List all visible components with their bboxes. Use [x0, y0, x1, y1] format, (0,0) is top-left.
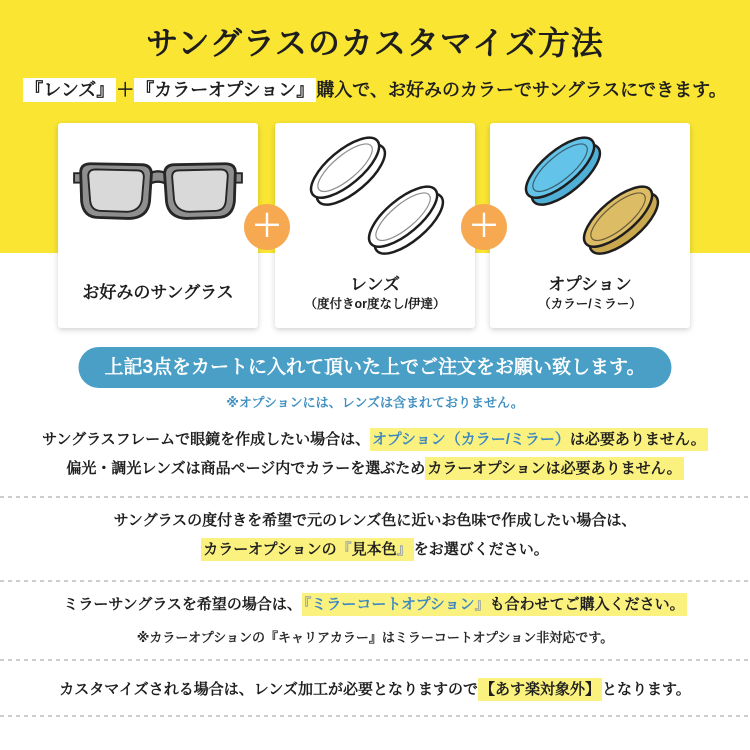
- paragraph-2-line-1: サングラスの度付きを希望で元のレンズ色に近いお色味で作成したい場合は、: [113, 512, 637, 529]
- subtitle-option-term: 『カラーオプション』: [136, 80, 315, 100]
- p3-l1-bracket-close: 』: [474, 596, 490, 613]
- p1-l1-text: サングラスフレームで眼鏡を作成したい場合は、: [42, 431, 371, 448]
- subtitle: [0, 77, 750, 103]
- p1-l2-text: 偏光・調光レンズは商品ページ内でカラーを選ぶため: [66, 460, 426, 477]
- step-card-text: [82, 263, 233, 323]
- paragraph-1-line-2: [0, 457, 750, 481]
- paragraph-2-line-2: [0, 538, 750, 562]
- step-sublabel: （度付きor度なし/伊達）: [304, 297, 446, 311]
- cart-instruction-banner: [78, 347, 671, 388]
- sunglasses-icon: [58, 123, 258, 263]
- sunglasses-illustration: [72, 160, 244, 226]
- step-label: オプション: [548, 275, 632, 294]
- step-card-text: [538, 263, 641, 323]
- step-label: レンズ: [349, 275, 401, 294]
- p2-l2-pre: カラーオプションの: [203, 541, 337, 558]
- subtitle-rest: 購入で、お好みのカラーでサングラスにできます。: [316, 80, 727, 100]
- step-card-text: [305, 263, 446, 323]
- step-label: お好みのサングラス: [82, 283, 234, 302]
- plus-glyph: ＋: [252, 210, 282, 243]
- p2-l2-tail: をお選びください。: [413, 541, 549, 558]
- paragraph-3-line-2: ※カラーオプションの『キャリアカラー』はミラーコートオプション非対応です。: [136, 630, 614, 645]
- plus-icon: [244, 204, 290, 250]
- p1-l1-highlight-black: は必要ありません。: [569, 431, 706, 448]
- clear-lens-pair-icon: [275, 123, 475, 263]
- highlight: [370, 428, 708, 451]
- paragraph-1-line-1: [0, 428, 750, 452]
- p3-l1-highlight-blue: ミラーコートオプション: [311, 596, 475, 613]
- clear-lens-illustration: [275, 126, 475, 261]
- p4-tail: となります。: [601, 681, 691, 698]
- highlight: [478, 678, 602, 701]
- plus-icon: [461, 204, 507, 250]
- p3-l1-bracket-open: 『: [303, 596, 312, 613]
- p4-text: カスタマイズされる場合は、レンズ加工が必要となりますので: [59, 681, 478, 698]
- highlight: [201, 538, 413, 561]
- p4-highlight: 【あす楽対象外】: [479, 681, 600, 698]
- dashed-divider: [0, 496, 750, 498]
- p1-l1-highlight-blue: オプション（カラー/ミラー）: [372, 431, 570, 448]
- highlight: [302, 593, 687, 616]
- color-lens-pair-icon: [490, 123, 690, 263]
- dashed-divider: [0, 715, 750, 717]
- p1-l2-highlight: カラーオプションは必要ありません。: [427, 460, 682, 477]
- step-card-option: [490, 123, 690, 328]
- p3-l1-highlight-black: も合わせてご購入ください。: [489, 596, 685, 613]
- p3-l1-text: ミラーサングラスを希望の場合は、: [63, 596, 302, 613]
- subtitle-plus-sign: ＋: [116, 80, 135, 100]
- p2-l2-emphasis: 見本色: [351, 541, 397, 558]
- subtitle-lens-term: 『レンズ』: [25, 80, 115, 100]
- banner-text: 上記3点をカートに入れて頂いた上でご注文をお願い致します。: [104, 357, 646, 378]
- highlight: [425, 457, 683, 480]
- p2-l2-bracket-close: 』: [396, 541, 412, 558]
- step-card-lens: [275, 123, 475, 328]
- step-card-sunglasses: [58, 123, 258, 328]
- plus-glyph: ＋: [469, 210, 499, 243]
- paragraph-3-line-1: [0, 593, 750, 617]
- p2-l2-bracket-open: 『: [336, 541, 352, 558]
- color-lens-illustration: [490, 126, 690, 261]
- dashed-divider: [0, 580, 750, 582]
- page-title: サングラスのカスタマイズ方法: [146, 25, 604, 61]
- dashed-divider: [0, 659, 750, 661]
- option-note: ※オプションには、レンズは含まれておりません。: [226, 395, 524, 410]
- step-sublabel: （カラー/ミラー）: [538, 297, 642, 311]
- paragraph-4: [0, 678, 750, 702]
